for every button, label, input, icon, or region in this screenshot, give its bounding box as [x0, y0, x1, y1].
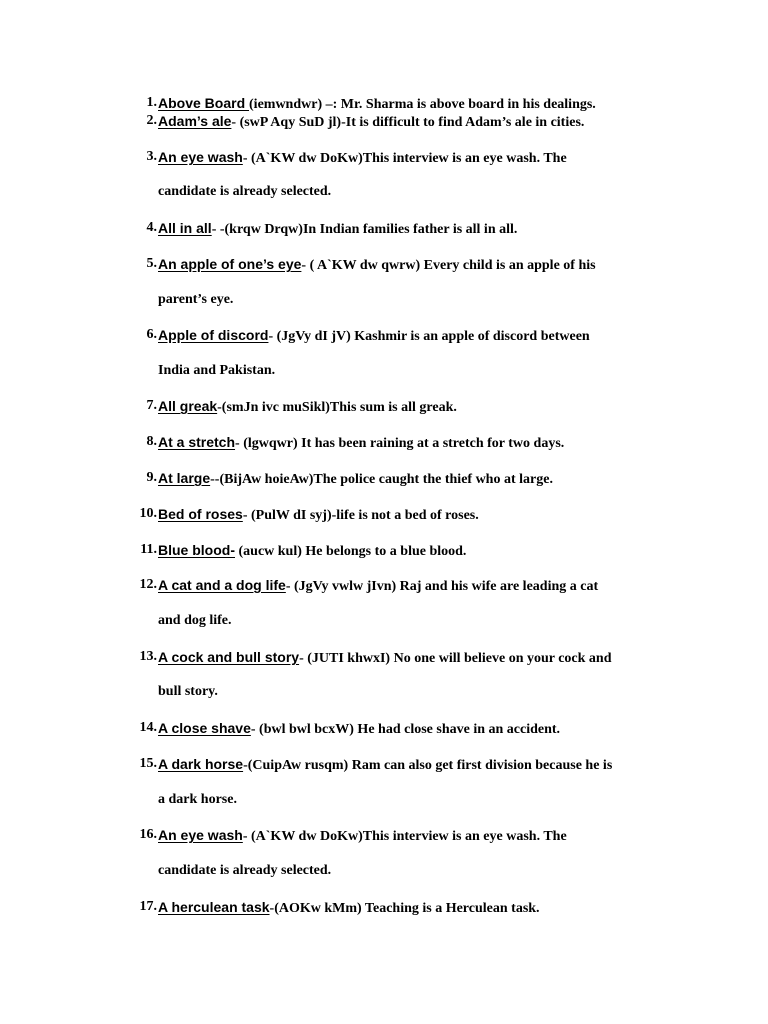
item-line: [158, 649, 612, 667]
idiom-term: At a stretch: [158, 434, 236, 450]
idiom-definition: - (bwl bwl bcxW) He had close shave in an accident.: [250, 722, 561, 737]
item-number: 1.: [146, 95, 157, 110]
idiom-term: Blue blood-: [158, 542, 235, 558]
idiom-definition: (iemwndwr) –: Mr. Sharma is above board in his dealings.: [249, 97, 596, 112]
item-line: [158, 899, 540, 917]
item-number: 11.: [140, 542, 157, 557]
idiom-definition: - (PulW dI syj)-life is not a bed of roses.: [242, 508, 479, 523]
idiom-term: All greak: [158, 398, 218, 414]
item-number: 16.: [139, 827, 157, 842]
item-number: 10.: [139, 506, 157, 521]
idiom-definition: - ( A`KW dw qwrw) Every child is an apple of his: [301, 258, 596, 273]
idiom-term: Above Board: [158, 95, 250, 111]
idiom-definition: --(BijAw hoieAw)The police caught the thief who at large.: [210, 472, 553, 487]
item-line: [158, 327, 590, 345]
item-line: [158, 577, 598, 595]
item-line: [158, 506, 479, 524]
item-number: 2.: [146, 113, 157, 128]
idiom-definition: - (lgwqwr) It has been raining at a stretch for two days.: [235, 436, 565, 451]
idiom-definition: - -(krqw Drqw)In Indian families father is all in all.: [211, 222, 518, 237]
item-line: [158, 220, 517, 238]
item-line: [158, 149, 567, 167]
idiom-term: A cock and bull story: [158, 649, 300, 665]
idiom-definition: -(smJn ivc muSikl)This sum is all greak.: [217, 400, 457, 415]
item-number: 12.: [139, 577, 157, 592]
item-continuation: India and Pakistan.: [158, 363, 276, 378]
item-line: [158, 398, 457, 416]
idiom-definition: - (swP Aqy SuD jl)-It is difficult to find Adam’s ale in cities.: [231, 115, 585, 130]
idiom-term: A dark horse: [158, 756, 244, 772]
item-continuation: parent’s eye.: [158, 292, 234, 307]
idiom-term: An eye wash: [158, 827, 243, 843]
item-number: 9.: [146, 470, 157, 485]
idiom-definition: -(AOKw kMm) Teaching is a Herculean task.: [269, 901, 540, 916]
item-number: 5.: [146, 256, 157, 271]
idiom-definition: - (JUTI khwxI) No one will believe on your cock and: [299, 651, 612, 666]
idiom-definition: - (A`KW dw DoKw)This interview is an eye wash. The: [242, 151, 567, 166]
idiom-term: A close shave: [158, 720, 251, 736]
idiom-term: A herculean task: [158, 899, 270, 915]
item-line: [158, 542, 466, 560]
idiom-term: A cat and a dog life: [158, 577, 286, 593]
idiom-definition: - (JgVy dI jV) Kashmir is an apple of discord between: [268, 329, 590, 344]
item-line: [158, 256, 596, 274]
idiom-definition: - (A`KW dw DoKw)This interview is an eye wash. The: [242, 829, 567, 844]
item-number: 17.: [139, 899, 157, 914]
idiom-term: All in all: [158, 220, 212, 236]
item-line: [158, 756, 612, 774]
item-line: [158, 434, 564, 452]
idiom-term: An eye wash: [158, 149, 243, 165]
item-line: [158, 113, 584, 131]
item-number: 15.: [139, 756, 157, 771]
item-line: [158, 827, 567, 845]
idiom-term: Bed of roses: [158, 506, 243, 522]
item-number: 14.: [139, 720, 157, 735]
item-number: 3.: [146, 149, 157, 164]
item-continuation: candidate is already selected.: [158, 184, 332, 199]
idiom-term: At large: [158, 470, 211, 486]
idiom-term: Apple of discord: [158, 327, 269, 343]
item-continuation: bull story.: [158, 684, 218, 699]
item-number: 8.: [146, 434, 157, 449]
item-number: 6.: [146, 327, 157, 342]
item-continuation: a dark horse.: [158, 792, 237, 807]
idiom-definition: (aucw kul) He belongs to a blue blood.: [235, 544, 467, 559]
item-number: 13.: [139, 649, 157, 664]
item-continuation: and dog life.: [158, 613, 232, 628]
idiom-term: An apple of one’s eye: [158, 256, 302, 272]
idiom-definition: - (JgVy vwlw jIvn) Raj and his wife are leading a cat: [285, 579, 599, 594]
idiom-definition: -(CuipAw rusqm) Ram can also get first division because he is: [243, 758, 613, 773]
item-line: [158, 95, 596, 113]
item-number: 4.: [146, 220, 157, 235]
item-number: 7.: [146, 398, 157, 413]
idiom-term: Adam’s ale: [158, 113, 232, 129]
item-line: [158, 720, 560, 738]
item-line: [158, 470, 553, 488]
item-continuation: candidate is already selected.: [158, 863, 332, 878]
